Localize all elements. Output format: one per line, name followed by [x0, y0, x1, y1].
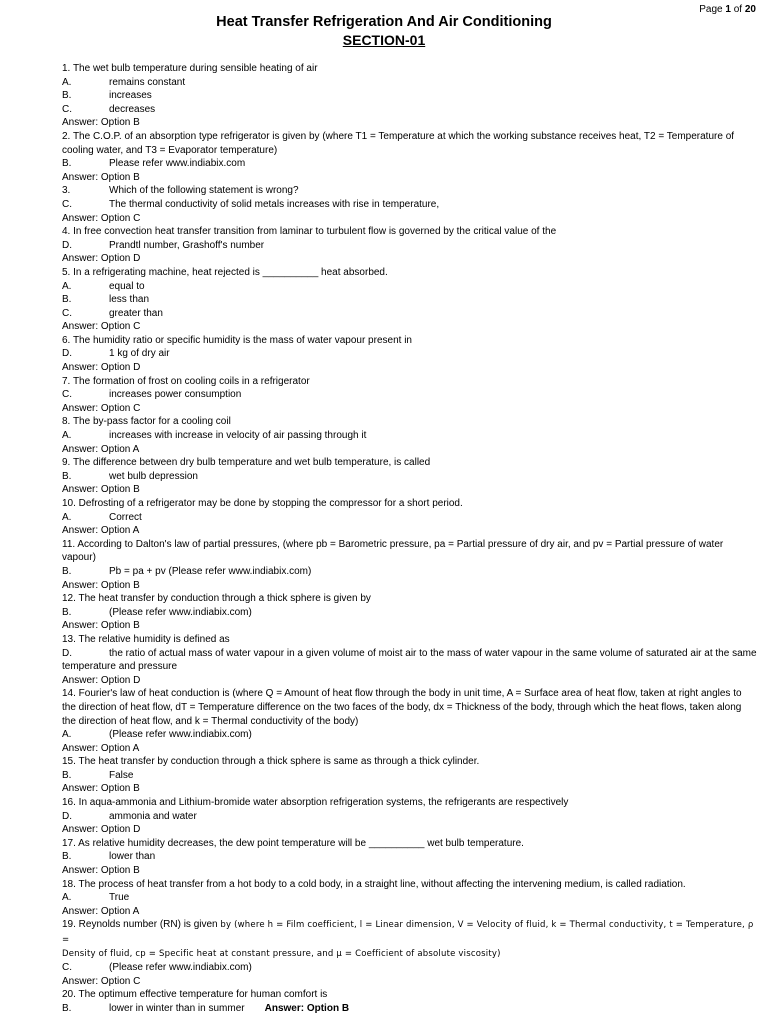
option-letter: A. [62, 511, 72, 523]
option-text: increases [109, 90, 152, 102]
question-list [62, 62, 762, 1016]
option-text: lower in winter than in summer Answer: Option B [109, 1002, 350, 1014]
option-text: increases power consumption [109, 389, 242, 401]
option-text: (Please refer www.indiabix.com) [109, 962, 252, 974]
option-text: ammonia and water [109, 810, 197, 822]
option-line [62, 850, 762, 864]
option-text: Prandtl number, Grashoff's number [109, 239, 265, 251]
option-line [62, 293, 762, 307]
option-line [62, 280, 762, 294]
question-line: 4. In free convection heat transfer transition from laminar to turbulent flow is governed by the critical value of the [62, 226, 557, 238]
section-heading: SECTION-01 [342, 32, 426, 48]
answer-line: Answer: Option C [62, 321, 141, 333]
option-line [62, 347, 762, 361]
question-line: 15. The heat transfer by conduction through a thick sphere is same as through a thick cylinder. [62, 756, 480, 768]
page-number: Page 1 of 20 [699, 4, 756, 15]
question-line: 10. Defrosting of a refrigerator may be done by stopping the compressor for a short period. [62, 498, 463, 509]
option-line [62, 565, 762, 579]
question-line: 6. The humidity ratio or specific humidity is the mass of water vapour present in [62, 334, 412, 346]
question-line: 5. In a refrigerating machine, heat rejected is __________ heat absorbed. [62, 266, 388, 278]
option-text: (Please refer www.indiabix.com) [109, 606, 252, 618]
question-line: cooling water, and T3 = Evaporator temperature) [62, 144, 278, 156]
question-line: 12. The heat transfer by conduction through a thick sphere is given by [62, 593, 371, 605]
option-letter: B. [62, 294, 72, 306]
option-letter: C. [62, 389, 72, 401]
option-letter: C. [62, 962, 72, 974]
option-letter: A. [62, 729, 72, 741]
option-line [62, 606, 762, 620]
option-text: the ratio of actual mass of water vapour in a given volume of moist air to the mass of water vapour in the same volume of saturated air at the same [109, 647, 757, 659]
option-letter: C. [62, 198, 72, 210]
option-letter: A. [62, 280, 72, 292]
answer-line: Answer: Option A [62, 525, 140, 537]
option-letter: A. [62, 76, 72, 88]
answer-line: Answer: Option D [62, 362, 141, 374]
option-text: remains constant [109, 76, 186, 88]
answer-line: Answer: Option B [62, 783, 140, 795]
option-letter: D. [62, 239, 72, 251]
question-line: 13. The relative humidity is defined as [62, 633, 230, 645]
answer-line: Answer: Option A [62, 905, 140, 917]
option-text: False [109, 769, 134, 781]
answer-label: Answer: Option B [264, 1002, 350, 1014]
option-line [62, 1002, 762, 1016]
option-text: Pb = pa + pv (Please refer www.indiabix.com) [109, 565, 312, 577]
option-line [62, 76, 762, 90]
option-line [62, 239, 762, 253]
option-text: Please refer www.indiabix.com [109, 158, 246, 170]
option-text: equal to [109, 280, 145, 292]
question-line: the direction of heat flow, and k = Thermal conductivity of the body) [62, 715, 359, 727]
answer-line: Answer: Option C [62, 212, 141, 224]
question-line: 17. As relative humidity decreases, the dew point temperature will be __________ wet bulb temperature. [62, 837, 524, 849]
option-line [62, 198, 762, 212]
option-line [62, 470, 762, 484]
answer-line: Answer: Option B [62, 484, 140, 496]
option-text: greater than [109, 307, 163, 319]
answer-line: Answer: Option C [62, 402, 141, 414]
question-line: vapour) [62, 552, 96, 564]
option-text: less than [109, 294, 150, 306]
option-line [62, 769, 762, 783]
answer-line: Answer: Option D [62, 674, 141, 686]
question-line: 16. In aqua-ammonia and Lithium-bromide water absorption refrigeration systems, the refrigerants are respectively [62, 797, 569, 809]
option-letter: B. [62, 470, 72, 482]
question-line: 19. Reynolds number (RN) is given by (where h = Film coefficient, l = Linear dimension, V = Velocity of fluid, k = Thermal conductivity, t = Temperature, ρ = [62, 919, 754, 945]
answer-line: Answer: Option B [62, 171, 140, 183]
option-line [62, 647, 762, 661]
option-line [62, 728, 762, 742]
question-line: 8. The by-pass factor for a cooling coil [62, 416, 231, 428]
question-line: the direction of heat flow, dT = Temperature difference on the two faces of the body, dx = Thickness of the body, through which the heat flows, taken along [62, 701, 742, 713]
question-line: 9. The difference between dry bulb temperature and wet bulb temperature, is called [62, 457, 431, 469]
option-line [62, 891, 762, 905]
answer-line: Answer: Option A [62, 742, 140, 754]
option-line [62, 184, 762, 198]
option-text: lower than [109, 851, 156, 863]
option-line [62, 388, 762, 402]
option-line [62, 511, 762, 525]
option-letter: B. [62, 851, 72, 863]
option-letter: A. [62, 892, 72, 904]
option-letter: C. [62, 307, 72, 319]
question-line: Density of fluid, cp = Specific heat at constant pressure, and μ = Coefficient of absolute viscosity) [62, 948, 501, 959]
option-text: The thermal conductivity of solid metals increases with rise in temperature, [109, 198, 440, 210]
question-line: 11. According to Dalton's law of partial pressures, (where pb = Barometric pressure, pa = Partial pressure of dry air, and pv = Partial pressure of water [62, 538, 724, 550]
option-text: 1 kg of dry air [109, 348, 170, 360]
answer-line: Answer: Option B [62, 620, 140, 632]
option-letter: B. [62, 158, 72, 170]
option-text: wet bulb depression [109, 470, 198, 482]
question-line: 20. The optimum effective temperature for human comfort is [62, 989, 328, 1001]
question-line: 2. The C.O.P. of an absorption type refrigerator is given by (where T1 = Temperature at which the working substance receives heat, T2 = Temperature of [62, 130, 735, 142]
answer-line: Answer: Option C [62, 975, 141, 987]
option-line [62, 89, 762, 103]
document-title: Heat Transfer Refrigeration And Air Conditioning [216, 14, 552, 30]
answer-line: Answer: Option D [62, 824, 141, 836]
option-letter: B. [62, 606, 72, 618]
answer-line: Answer: Option A [62, 443, 140, 455]
answer-line: Answer: Option B [62, 579, 140, 591]
option-line [62, 961, 762, 975]
option-letter: 3. [62, 185, 71, 197]
option-line [62, 103, 762, 117]
option-line [62, 429, 762, 443]
option-letter: B. [62, 90, 72, 102]
option-letter: D. [62, 647, 72, 659]
option-letter: A. [62, 430, 72, 442]
option-letter: D. [62, 810, 72, 822]
question-line: 1. The wet bulb temperature during sensible heating of air [62, 63, 318, 74]
option-letter: B. [62, 769, 72, 781]
answer-line: Answer: Option B [62, 117, 140, 129]
option-text: Which of the following statement is wrong? [109, 185, 299, 197]
option-text: Correct [109, 511, 142, 523]
option-letter: B. [62, 1002, 72, 1014]
option-letter: C. [62, 103, 72, 115]
question-line: 14. Fourier's law of heat conduction is (where Q = Amount of heat flow through the body in unit time, A = Surface area of heat flow, taken at right angles to [62, 688, 742, 700]
question-line: 7. The formation of frost on cooling coils in a refrigerator [62, 375, 310, 387]
option-letter: D. [62, 348, 72, 360]
answer-line: Answer: Option D [62, 253, 141, 265]
option-text: True [109, 892, 130, 904]
option-text: decreases [109, 103, 156, 115]
option-text: (Please refer www.indiabix.com) [109, 729, 252, 741]
option-text: increases with increase in velocity of air passing through it [109, 430, 367, 442]
answer-line: Answer: Option B [62, 865, 140, 877]
question-line: 18. The process of heat transfer from a hot body to a cold body, in a straight line, without affecting the intervening medium, is called radiation. [62, 878, 686, 890]
option-line [62, 810, 762, 824]
question-line: temperature and pressure [62, 661, 178, 673]
option-line [62, 157, 762, 171]
option-line [62, 307, 762, 321]
option-letter: B. [62, 565, 72, 577]
